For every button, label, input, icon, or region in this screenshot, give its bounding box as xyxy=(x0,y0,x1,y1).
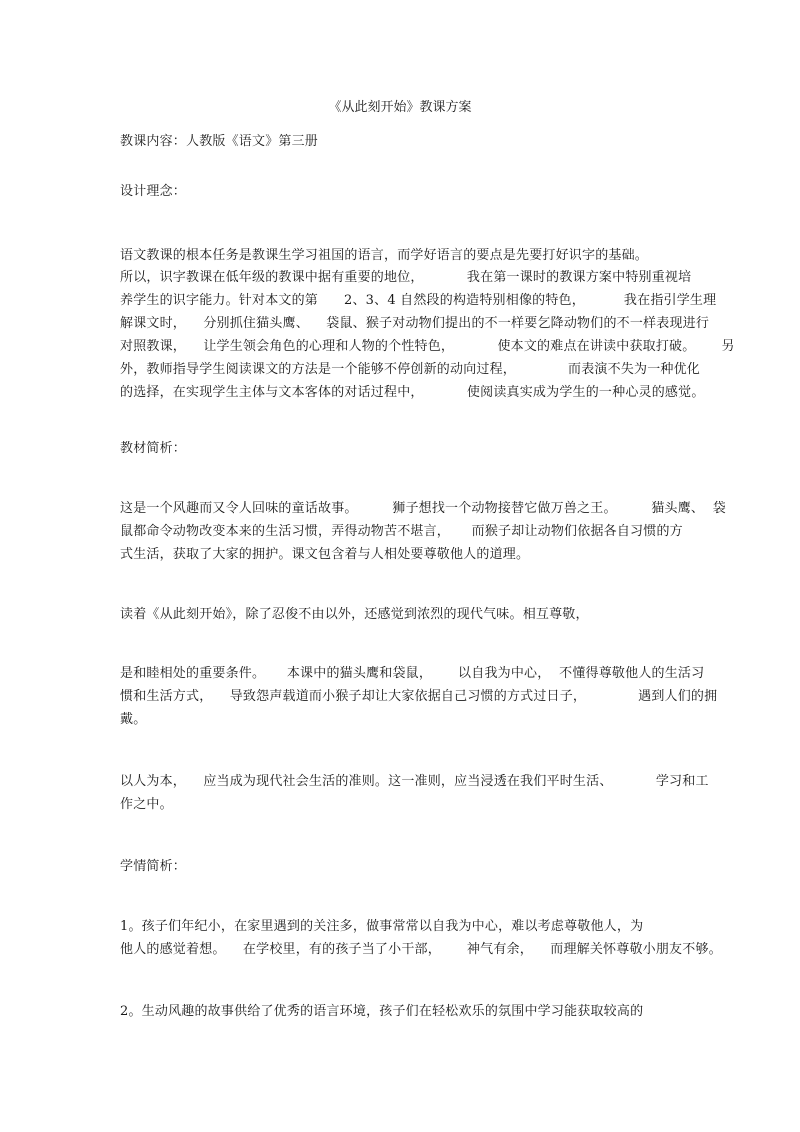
paragraph-line: 鼠都命令动物改变本来的生活习惯，弄得动物苦不堪言， 而猴子却让动物们依据各自习惯的方 xyxy=(120,524,683,539)
paragraph-line: 惯和生活方式， 导致怨声载道而小猴子却让大家依据自己习惯的方式过日子， 遇到人们的拥 xyxy=(120,689,718,704)
material-paragraph-2: 读着《从此刻开始》，除了忍俊不由以外，还感觉到浓烈的现代气味。相互尊敬， xyxy=(120,607,589,622)
document-title: 《从此刻开始》教课方案 xyxy=(328,100,472,115)
paragraph-line: 式生活，获取了大家的拥护。课文包含着与人相处要尊敬他人的道理。 xyxy=(120,547,530,562)
section-heading-learner: 学情简析： xyxy=(120,859,187,874)
paragraph-line: 语文教课的根本任务是教课生学习祖国的语言，而学好语言的要点是先要打好识字的基础。 xyxy=(120,248,649,263)
paragraph-line: 是和睦相处的重要条件。 本课中的猫头鹰和袋鼠， 以自我为中心， 不懂得尊敬他人的生活习 xyxy=(120,666,705,681)
paragraph-line: 作之中。 xyxy=(120,797,173,812)
paragraph-line: 的选择，在实现学生主体与文本客体的对话过程中， 使阅读真实成为学生的一种心灵的感觉。 xyxy=(120,385,705,400)
section-heading-design: 设计理念： xyxy=(120,184,187,199)
paragraph-line: 解课文时， 分别抓住猫头鹰、 袋鼠、猴子对动物们提出的不一样要乞降动物们的不一样表现进行 xyxy=(120,316,710,331)
paragraph-line: 所以，识字教课在低年级的教课中据有重要的地位， 我在第一课时的教课方案中特别重视培 xyxy=(120,270,692,285)
paragraph-line: 外，教师指导学生阅读课文的方法是一个能够不停创新的动向过程， 而表演不失为一种优化 xyxy=(120,362,700,377)
section-heading-material: 教材简析： xyxy=(120,441,187,456)
paragraph-line: 戴。 xyxy=(120,712,147,727)
paragraph-line: 养学生的识字能力。针对本文的第 2、3、4 自然段的构造特别相像的特色， 我在指引学生理 xyxy=(120,293,717,308)
paragraph-line: 对照教课， 让学生领会角色的心理和人物的个性特色， 使本文的难点在讲读中获取打破。 另 xyxy=(120,339,735,354)
lesson-content-line: 教课内容：人教版《语文》第三册 xyxy=(120,134,319,149)
learner-paragraph-2: 2。生动风趣的故事供给了优秀的语言环境，孩子们在轻松欢乐的氛围中学习能获取较高的 xyxy=(120,1004,644,1019)
paragraph-line: 他人的感觉着想。 在学校里，有的孩子当了小干部， 神气有余， 而理解关怀尊敬小朋友不够。 xyxy=(120,942,722,957)
paragraph-line: 这是一个风趣而又令人回味的童话故事。 狮子想找一个动物接替它做万兽之王。 猫头鹰、 袋 xyxy=(120,501,726,516)
paragraph-line: 以人为本， 应当成为现代社会生活的准则。这一准则，应当浸透在我们平时生活、 学习和工 xyxy=(120,774,709,789)
paragraph-line: 1。孩子们年纪小，在家里遇到的关注多，做事常常以自我为中心，难以考虑尊敬他人，为 xyxy=(120,919,644,934)
